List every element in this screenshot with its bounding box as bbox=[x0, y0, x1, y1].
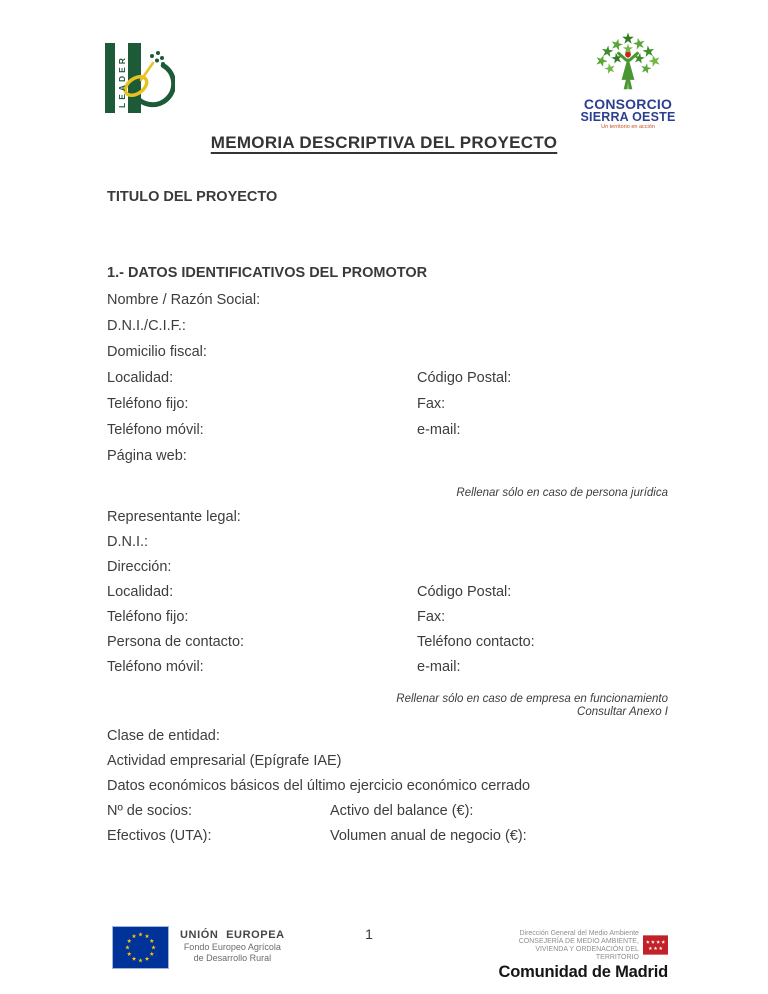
leader-logo-icon bbox=[105, 43, 175, 113]
field-label: Teléfono contacto: bbox=[417, 634, 535, 650]
field-label: Localidad: bbox=[107, 370, 174, 386]
consorcio-logo-name-line1: CONSORCIO bbox=[583, 96, 673, 112]
field-row-representante-legal bbox=[107, 507, 668, 532]
field-label: Teléfono fijo: bbox=[107, 609, 189, 625]
promoter-fields-block bbox=[107, 290, 668, 472]
field-label: Teléfono fijo: bbox=[107, 396, 189, 412]
field-row-datos-economicos bbox=[107, 776, 668, 801]
field-label: Domicilio fiscal: bbox=[107, 344, 207, 360]
field-row-localidad-codigo-postal bbox=[107, 368, 668, 394]
field-label: e-mail: bbox=[417, 659, 461, 675]
madrid-department-line: CONSEJERÍA DE MEDIO AMBIENTE, bbox=[518, 938, 639, 945]
field-row-telefono-fijo-fax-2 bbox=[107, 607, 668, 632]
field-row-dni bbox=[107, 532, 668, 557]
field-label: Teléfono móvil: bbox=[107, 422, 204, 438]
note-line: Consultar Anexo I bbox=[577, 706, 668, 718]
field-label: Localidad: bbox=[107, 584, 174, 600]
field-label: Clase de entidad: bbox=[107, 728, 220, 744]
consorcio-logo bbox=[580, 31, 676, 131]
field-label: Persona de contacto: bbox=[107, 634, 245, 650]
page-number: 1 bbox=[365, 926, 373, 942]
eu-funding-subtitle-2: de Desarrollo Rural bbox=[193, 953, 272, 963]
madrid-department-line: Dirección General del Medio Ambiente bbox=[519, 930, 639, 937]
field-row-telefono-movil-email-2 bbox=[107, 657, 668, 682]
field-label: Código Postal: bbox=[417, 370, 512, 386]
field-label: Nº de socios: bbox=[107, 803, 193, 819]
field-label: Efectivos (UTA): bbox=[107, 828, 212, 844]
eu-funding-logo bbox=[112, 926, 285, 969]
field-row-persona-contacto bbox=[107, 632, 668, 657]
leader-logo bbox=[105, 43, 175, 113]
field-label: Activo del balance (€): bbox=[330, 803, 474, 819]
field-row-telefono-fijo-fax bbox=[107, 394, 668, 420]
field-label: Fax: bbox=[417, 609, 446, 625]
field-row-direccion bbox=[107, 557, 668, 582]
field-row-efectivos-volumen bbox=[107, 826, 668, 851]
field-label: D.N.I.: bbox=[107, 534, 149, 550]
note-line: Rellenar sólo en caso de empresa en funcionamiento bbox=[396, 693, 668, 705]
field-row-socios-activo bbox=[107, 801, 668, 826]
comunidad-madrid-logo bbox=[496, 928, 668, 982]
field-label: Código Postal: bbox=[417, 584, 512, 600]
field-label: Representante legal: bbox=[107, 509, 241, 525]
field-row-dni-cif bbox=[107, 316, 668, 342]
note-persona-juridica: Rellenar sólo en caso de persona jurídica bbox=[456, 487, 668, 499]
field-label: D.N.I./C.I.F.: bbox=[107, 318, 186, 334]
section1-heading: 1.- DATOS IDENTIFICATIVOS DEL PROMOTOR bbox=[107, 265, 428, 281]
field-row-domicilio-fiscal bbox=[107, 342, 668, 368]
field-label: e-mail: bbox=[417, 422, 461, 438]
field-label: Fax: bbox=[417, 396, 446, 412]
field-row-pagina-web bbox=[107, 446, 668, 472]
field-label: Volumen anual de negocio (€): bbox=[330, 828, 527, 844]
field-label: Página web: bbox=[107, 448, 187, 464]
consorcio-tree-icon bbox=[582, 31, 674, 91]
eu-funding-subtitle-1: Fondo Europeo Agrícola bbox=[183, 942, 281, 952]
field-label: Teléfono móvil: bbox=[107, 659, 204, 675]
project-title-heading: TITULO DEL PROYECTO bbox=[107, 189, 278, 205]
eu-funding-text bbox=[180, 926, 285, 964]
madrid-department-text bbox=[496, 928, 639, 962]
note-empresa-funcionamiento bbox=[396, 693, 668, 719]
consorcio-logo-tagline: Un territorio en acción bbox=[601, 124, 655, 130]
eu-funding-title: UNIÓN EUROPEA bbox=[180, 929, 285, 941]
madrid-department-line: VIVIENDA Y ORDENACIÓN DEL TERRITORIO bbox=[535, 946, 639, 961]
field-row-nombre-razon-social bbox=[107, 290, 668, 316]
field-row-clase-entidad bbox=[107, 726, 668, 751]
field-row-actividad-empresarial bbox=[107, 751, 668, 776]
madrid-flag-icon bbox=[643, 935, 668, 955]
field-label: Actividad empresarial (Epígrafe IAE) bbox=[107, 753, 342, 769]
field-label: Datos económicos básicos del último ejercicio económico cerrado bbox=[107, 778, 531, 794]
field-label: Dirección: bbox=[107, 559, 172, 575]
madrid-wordmark: Comunidad de Madrid bbox=[498, 963, 668, 981]
leader-logo-text: LEADER bbox=[117, 55, 127, 108]
representative-fields-block bbox=[107, 507, 668, 682]
field-row-localidad-codigo-postal-2 bbox=[107, 582, 668, 607]
eu-flag-icon bbox=[112, 926, 169, 969]
entity-fields-block bbox=[107, 726, 668, 851]
field-row-telefono-movil-email bbox=[107, 420, 668, 446]
document-title: MEMORIA DESCRIPTIVA DEL PROYECTO bbox=[210, 133, 558, 152]
field-label: Nombre / Razón Social: bbox=[107, 292, 261, 308]
consorcio-logo-name-line2: SIERRA OESTE bbox=[580, 110, 676, 124]
